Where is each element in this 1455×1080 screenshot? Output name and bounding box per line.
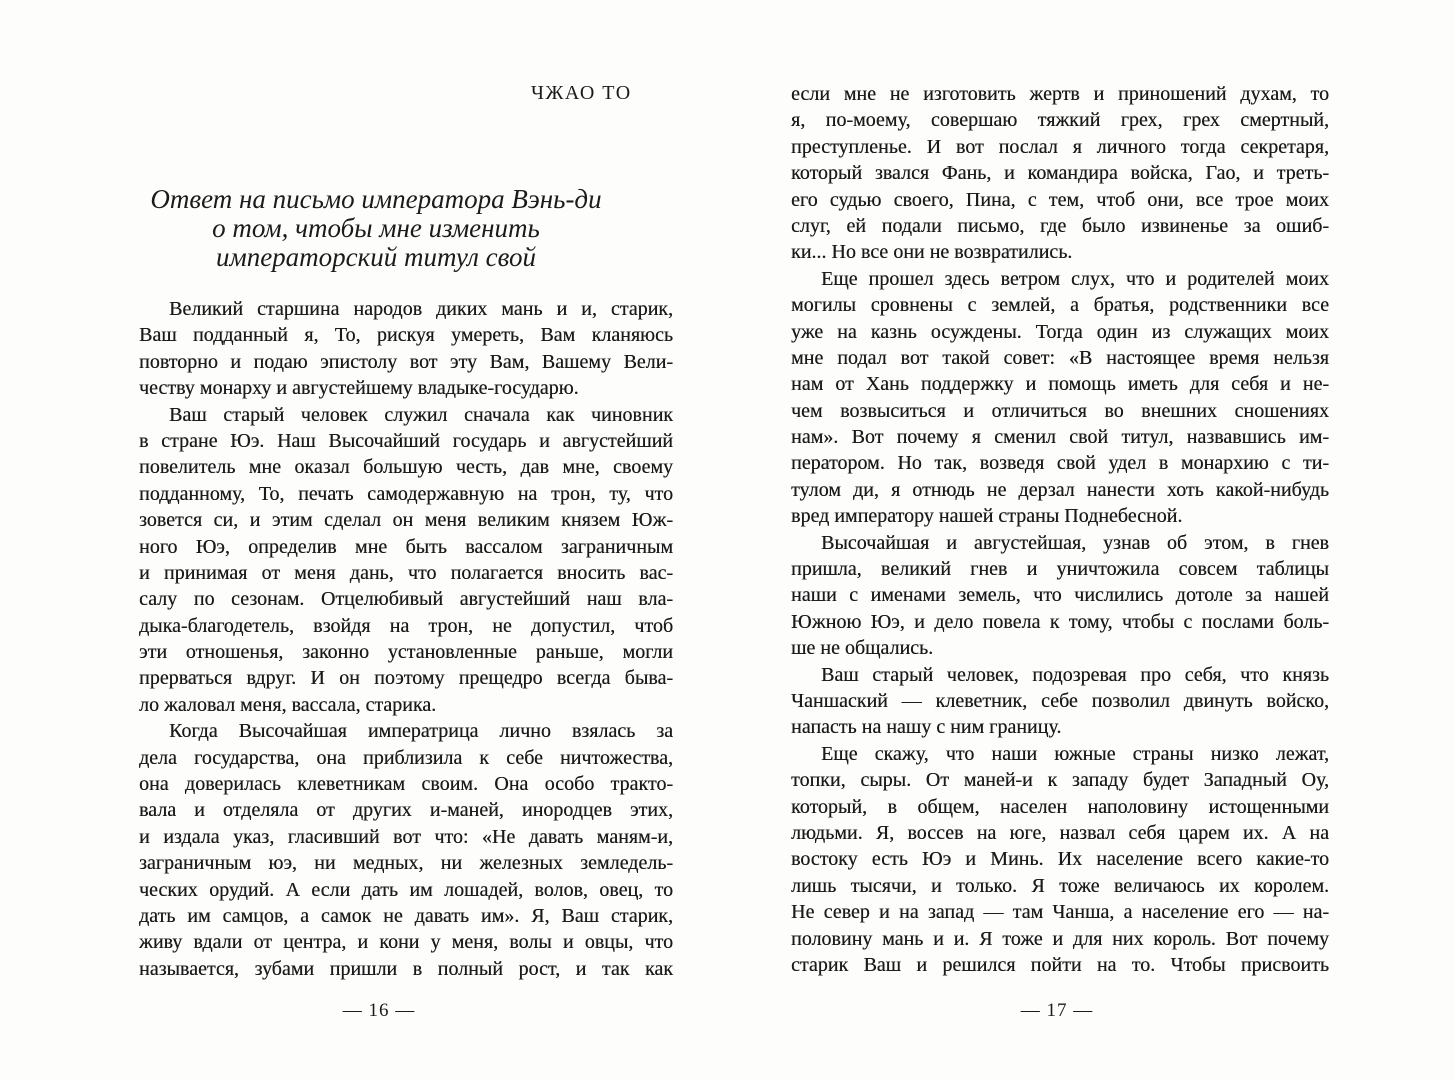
text-line: Не север и на запад — там Чанша, а население его — на- [791, 901, 1329, 924]
text-line: Еще прошел здесь ветром слух, что и родителей моих [821, 267, 1329, 290]
text-line: который, в общем, населен наполовину истощенными [791, 795, 1329, 818]
text-line: повторно и подаю эпистолу вот эту Вам, Вашему Вели- [139, 350, 673, 373]
text-line: заграничным юэ, ни медных, ни железных земледель- [139, 852, 673, 875]
chapter-title [110, 185, 642, 272]
left-page-number: — 16 — [342, 1000, 416, 1021]
text-line: она доверилась клеветникам своим. Она особо тракто- [139, 773, 673, 796]
text-line: Ваш старый человек служил сначала как чиновник [169, 403, 673, 426]
text-line: напасть на нашу с ним границу. [791, 716, 1062, 739]
text-line: Великий старшина народов диких мань и и, старик, [169, 298, 673, 320]
text-line: Когда Высочайшая императрица лично взялась за [169, 720, 673, 743]
text-line: пришла, великий гнев и уничтожила совсем таблицы [791, 558, 1329, 581]
text-line: салу по сезонам. Отцелюбивый августейший наш вла- [139, 588, 673, 611]
text-line: эти отношенья, законно установленные раньше, могли [139, 641, 673, 664]
text-line: дела государства, она приблизила к себе ничтожества, [139, 746, 673, 769]
text-line: если мне не изготовить жертв и приношений духам, то [791, 83, 1329, 105]
text-line: ло жаловал меня, вассала, старика. [139, 693, 437, 716]
chapter-title-line: о том, чтобы мне изменить [212, 213, 540, 243]
text-line: повелитель мне оказал большую честь, дав мне, своему [139, 456, 673, 479]
text-line: Высочайшая и августейшая, узнав об этом, в гнев [821, 531, 1329, 554]
right-page-text [791, 81, 1329, 978]
text-line: его судью своего, Пина, с тем, чтоб они, все трое моих [791, 188, 1329, 211]
text-line: Чаншаский — клеветник, себе позволил двинуть войско, [791, 689, 1329, 712]
text-line: лишь тысячи, и только. Я тоже величаюсь их королем. [791, 874, 1329, 897]
text-line: чем возвыситься и отличиться во внешних сношениях [791, 399, 1329, 422]
chapter-title-line: императорский титул свой [215, 242, 537, 272]
text-line: дать им самцов, а самок не давать им». Я, Ваш старик, [139, 904, 673, 927]
text-line: в стране Юэ. Наш Высочайший государь и августейший [139, 429, 673, 452]
text-line: могилы сровнены с землей, а братья, родственники все [791, 294, 1329, 317]
text-line: ного Юэ, определив мне быть вассалом заграничным [139, 535, 673, 558]
text-line: я, по-моему, совершаю тяжкий грех, грех смертный, [791, 109, 1329, 132]
text-line: подданному, То, печать самодержавную на трон, ту, что [139, 482, 673, 505]
text-line: людьми. Я, воссев на юге, назвал себя царем их. А на [791, 821, 1329, 844]
left-page-text [139, 296, 673, 982]
text-line: половину мань и и. Я тоже и для них король. Вот почему [791, 927, 1329, 950]
text-line: Еще скажу, что наши южные страны низко лежат, [821, 742, 1329, 765]
text-line: который звался Фань, и командира войска, Гао, и треть- [791, 162, 1329, 185]
text-line: нам от Хань поддержку и помощь иметь для себя и не- [791, 373, 1329, 396]
text-line: ческих орудий. А если дать им лошадей, волов, овец, то [139, 878, 673, 901]
text-line: ше не общались. [791, 637, 934, 660]
text-line: и издала указ, гласивший вот что: «Не давать маням-и, [139, 825, 673, 848]
text-line: старик Ваш и решился пойти на то. Чтобы присвоить [791, 953, 1329, 976]
chapter-title-line: Ответ на письмо императора Вэнь-ди [150, 184, 602, 214]
text-line: вред императору нашей страны Поднебесной. [791, 505, 1183, 528]
text-line: уже на казнь осуждены. Тогда один из служащих моих [791, 320, 1329, 343]
text-line: вала и отделяла от других и-маней, инородцев этих, [139, 799, 673, 822]
text-line: живу вдали от центра, и кони у меня, волы и овцы, что [139, 931, 673, 954]
text-line: Южною Юэ, и дело повела к тому, чтобы с послами боль- [791, 610, 1329, 633]
text-line: востоку есть Юэ и Минь. Их население всего какие-то [791, 848, 1329, 871]
text-line: честву монарху и августейшему владыке-государю. [139, 377, 579, 400]
running-head: ЧЖАО ТО [531, 82, 632, 104]
text-line: слуг, ей подали письмо, где было извиненье за ошиб- [791, 214, 1329, 237]
text-line: Ваш подданный я, То, рискуя умереть, Вам кланяюсь [139, 324, 673, 347]
text-line: ки... Но все они не возвратились. [791, 241, 1073, 264]
text-line: преступленье. И вот послал я личного тогда секретаря, [791, 135, 1329, 158]
right-page-number: — 17 — [1020, 1000, 1094, 1021]
text-line: топки, сыры. От маней-и к западу будет Западный Оу, [791, 769, 1329, 792]
text-line: мне подал вот такой совет: «В настоящее время нельзя [791, 346, 1329, 369]
text-line: дыка-благодетель, взойдя на трон, не допустил, чтоб [139, 614, 673, 637]
text-line: ператором. Но так, возведя свой удел в монархию с ти- [791, 452, 1329, 475]
text-line: Ваш старый человек, подозревая про себя, что князь [821, 663, 1329, 686]
text-line: тулом ди, я отнюдь не дерзал нанести хоть какой-нибудь [791, 478, 1329, 501]
text-line: наши с именами земель, что числились дотоле за нашей [791, 584, 1329, 607]
text-line: прерваться вдруг. И он поэтому прещедро всегда быва- [139, 667, 673, 690]
text-line: называется, зубами пришли в полный рост, и так как [139, 957, 673, 980]
text-line: и принимая от меня дань, что полагается вносить вас- [139, 561, 673, 584]
text-line: зовется си, и этим сделал он меня великим князем Юж- [139, 509, 673, 532]
text-line: нам». Вот почему я сменил свой титул, назвавшись им- [791, 426, 1329, 449]
